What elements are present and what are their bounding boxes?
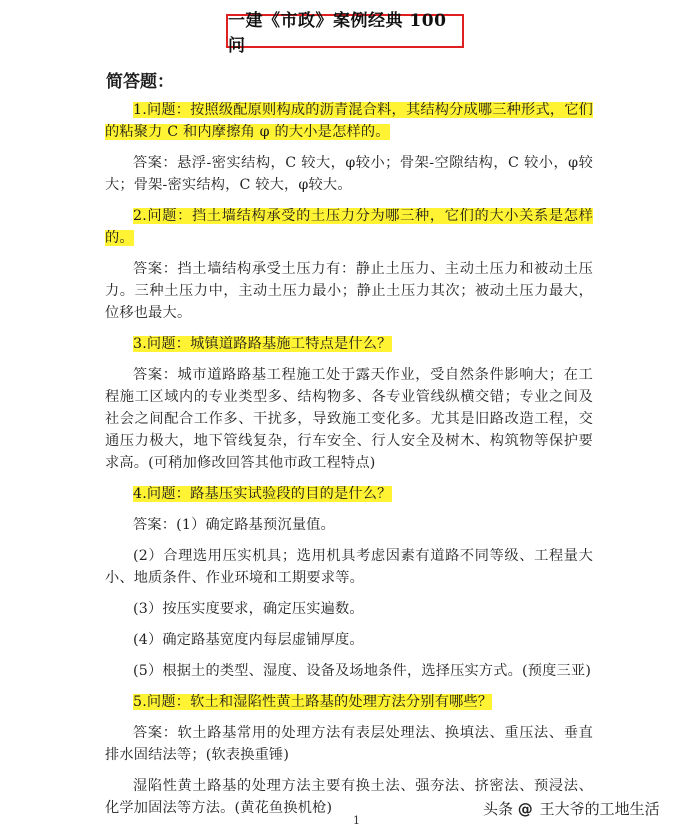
- answer-1: 答案：悬浮-密实结构，C 较大，φ较小；骨架-空隙结构，C 较小，φ较大；骨架-密实结构，C 较大，φ较大。: [105, 155, 593, 193]
- question-3-text: 3.问题：城镇道路路基施工特点是什么？: [133, 336, 392, 352]
- watermark-prefix: 头条: [483, 800, 514, 818]
- question-3: [105, 333, 593, 355]
- answer-4-line-2: (2）合理选用压实机具；选用机具考虑因素有道路不同等级、工程量大小、地质条件、作业环境和工期要求等。: [105, 548, 593, 586]
- answer-3: 答案：城市道路路基工程施工处于露天作业，受自然条件影响大；在工程施工区域内的专业类型多、结构物多、各专业管线纵横交错；专业之间及社会之间配合工作多、干扰多，导致施工变化多。尤其是旧路改造工程，交通压力极大，地下管线复杂，行车安全、行人安全及树木、构筑物等保护要求高。(可稍加修改回答其他市政工程特点): [105, 367, 593, 471]
- question-4: [105, 483, 593, 505]
- question-5-text: 5.问题：软土和湿陷性黄土路基的处理方法分别有哪些？: [133, 694, 493, 710]
- watermark: [483, 798, 660, 819]
- document-title: 一建《市政》案例经典 100 问: [228, 11, 447, 56]
- question-5: [105, 691, 593, 713]
- question-4-text: 4.问题：路基压实试验段的目的是什么？: [133, 486, 392, 502]
- section-heading: 简答题：: [106, 72, 174, 92]
- watermark-at: @: [517, 800, 533, 818]
- question-2-text: 2.问题：挡土墙结构承受的土压力分为哪三种，它们的大小关系是怎样的。: [105, 208, 593, 246]
- title-frame: [226, 11, 464, 56]
- watermark-author: 王大爷的工地生活: [539, 800, 660, 818]
- answer-4-line-3: (3）按压实度要求，确定压实遍数。: [133, 601, 364, 617]
- answer-5-line-2: 湿陷性黄土路基的处理方法主要有换土法、强夯法、挤密法、预浸法、化学加固法等方法。(黄花鱼换机枪): [105, 778, 593, 816]
- page-number: 1: [353, 814, 360, 827]
- answer-4-line-1: 答案：(1）确定路基预沉量值。: [133, 517, 336, 533]
- answer-5-line-1: 答案：软土路基常用的处理方法有表层处理法、换填法、重压法、垂直排水固结法等；(软表换重锤): [105, 725, 593, 763]
- qa-content: [105, 99, 593, 828]
- answer-4-line-4: (4）确定路基宽度内每层虚铺厚度。: [133, 632, 364, 648]
- question-2: [105, 205, 593, 249]
- question-1: [105, 99, 593, 143]
- answer-4-line-5: (5）根据土的类型、湿度、设备及场地条件，选择压实方式。(预度三亚): [133, 663, 592, 679]
- answer-2: 答案：挡土墙结构承受土压力有：静止土压力、主动土压力和被动土压力。三种土压力中，主动土压力最小；静止土压力其次；被动土压力最大，位移也最大。: [105, 261, 593, 321]
- question-1-text: 1.问题：按照级配原则构成的沥青混合料，其结构分成哪三种形式，它们的粘聚力 C 和内摩擦角 φ 的大小是怎样的。: [105, 102, 593, 140]
